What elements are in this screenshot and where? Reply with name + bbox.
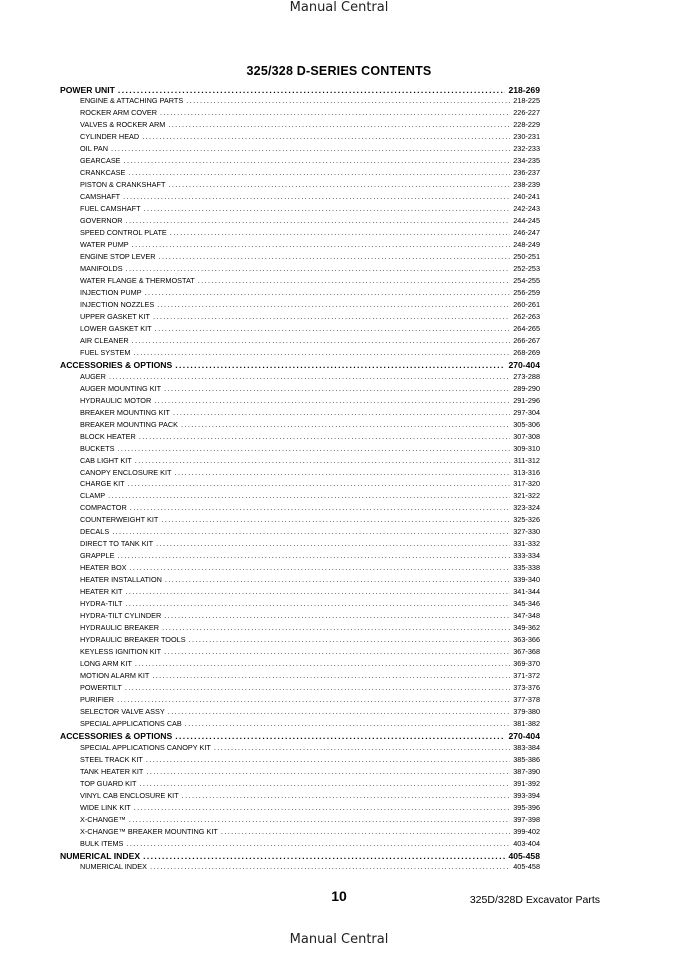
toc-entry-row: [60, 515, 540, 527]
toc-entry-row: [60, 635, 540, 647]
dot-leader: [168, 707, 510, 716]
toc-entry-row: [60, 456, 540, 468]
toc-entry-pages: 321-322: [513, 491, 540, 501]
toc-entry-pages: 333-334: [513, 551, 540, 561]
toc-entry-row: [60, 563, 540, 575]
toc-entry-row: [60, 743, 540, 755]
dot-leader: [173, 408, 510, 417]
toc-entry-label: ENGINE STOP LEVER: [80, 252, 156, 262]
toc-entry-label: CHARGE KIT: [80, 479, 125, 489]
dot-leader: [164, 647, 510, 656]
toc-entry-row: [60, 168, 540, 180]
toc-section-pages: 270-404: [508, 730, 540, 741]
toc-entry-pages: 256-259: [513, 287, 540, 297]
toc-section-row: [60, 85, 540, 97]
dot-leader: [124, 156, 511, 165]
toc-entry-row: [60, 683, 540, 695]
toc-entry-row: [60, 228, 540, 240]
dot-leader: [145, 288, 511, 297]
toc-section-row: [60, 731, 540, 743]
toc-section-label: POWER UNIT: [60, 84, 115, 95]
toc-entry-label: MANIFOLDS: [80, 264, 123, 274]
toc-entry-label: AUGER: [80, 371, 106, 381]
dot-leader: [154, 396, 510, 405]
toc-entry-row: [60, 444, 540, 456]
toc-entry-row: [60, 156, 540, 168]
dot-leader: [125, 683, 510, 692]
toc-entry-pages: 345-346: [513, 599, 540, 609]
toc-entry-pages: 393-394: [513, 790, 540, 800]
toc-entry-label: BREAKER MOUNTING PACK: [80, 419, 178, 429]
dot-leader: [181, 420, 510, 429]
toc-entry-row: [60, 300, 540, 312]
dot-leader: [135, 659, 510, 668]
dot-leader: [112, 527, 510, 536]
dot-leader: [146, 755, 510, 764]
dot-leader: [111, 144, 510, 153]
dot-leader: [182, 791, 511, 800]
dot-leader: [175, 468, 511, 477]
toc-entry-label: TOP GUARD KIT: [80, 778, 137, 788]
toc-entry-pages: 273-288: [513, 371, 540, 381]
toc-entry-pages: 228-229: [513, 120, 540, 130]
toc-entry-label: DECALS: [80, 527, 110, 537]
toc-entry-pages: 238-239: [513, 180, 540, 190]
dot-leader: [144, 204, 511, 213]
toc-entry-row: [60, 420, 540, 432]
toc-entry-row: [60, 527, 540, 539]
toc-entry-pages: 236-237: [513, 168, 540, 178]
toc-entry-row: [60, 276, 540, 288]
toc-entry-pages: 252-253: [513, 264, 540, 274]
toc-entry-pages: 331-332: [513, 539, 540, 549]
dot-leader: [126, 216, 511, 225]
toc-entry-label: CAMSHAFT: [80, 192, 121, 202]
dot-leader: [117, 551, 510, 560]
toc-entry-pages: 383-384: [513, 742, 540, 752]
toc-entry-pages: 363-366: [513, 635, 540, 645]
dot-leader: [153, 312, 510, 321]
toc-section-row: [60, 360, 540, 372]
toc-entry-label: HYDRAULIC BREAKER: [80, 623, 160, 633]
toc-entry-label: SELECTOR VALVE ASSY: [80, 706, 165, 716]
toc-entry-pages: 240-241: [513, 192, 540, 202]
toc-entry-row: [60, 479, 540, 491]
toc-entry-label: LONG ARM KIT: [80, 659, 132, 668]
toc-section-pages: 218-269: [508, 84, 540, 95]
toc-entry-pages: 266-267: [513, 335, 540, 345]
toc-entry-label: HEATER KIT: [80, 587, 123, 597]
toc-entry-label: TANK HEATER KIT: [80, 766, 144, 776]
toc-section-row: [60, 851, 540, 863]
toc-entry-row: [60, 120, 540, 132]
dot-leader: [155, 324, 511, 333]
dot-leader: [150, 862, 510, 871]
toc-entry-label: UPPER GASKET KIT: [80, 311, 151, 321]
toc-entry-pages: 367-368: [513, 647, 540, 657]
table-of-contents: [60, 85, 540, 875]
dot-leader: [162, 623, 510, 632]
toc-section-pages: 405-458: [508, 850, 540, 861]
dot-leader: [189, 635, 511, 644]
dot-leader: [139, 432, 510, 441]
toc-entry-row: [60, 348, 540, 360]
toc-entry-pages: 317-320: [513, 479, 540, 489]
toc-entry-pages: 248-249: [513, 240, 540, 250]
page-number: 10: [331, 888, 347, 904]
toc-entry-label: LOWER GASKET KIT: [80, 323, 152, 333]
dot-leader: [117, 444, 510, 453]
toc-entry-row: [60, 827, 540, 839]
toc-entry-row: [60, 587, 540, 599]
toc-entry-row: [60, 324, 540, 336]
toc-entry-label: PISTON & CRANKSHAFT: [80, 180, 166, 190]
toc-entry-pages: 399-402: [513, 826, 540, 836]
dot-leader: [123, 192, 510, 201]
dot-leader: [130, 563, 511, 572]
toc-entry-label: X-CHANGE™ BREAKER MOUNTING KIT: [80, 826, 218, 836]
dot-leader: [221, 827, 510, 836]
toc-entry-row: [60, 264, 540, 276]
toc-section-label: ACCESSORIES & OPTIONS: [60, 730, 173, 741]
toc-entry-row: [60, 551, 540, 563]
dot-leader: [109, 372, 510, 381]
dot-leader: [198, 276, 510, 285]
toc-entry-pages: 230-231: [513, 132, 540, 142]
toc-entry-label: BUCKETS: [80, 443, 115, 453]
toc-entry-pages: 246-247: [513, 228, 540, 238]
dot-leader: [168, 120, 510, 129]
toc-entry-label: AIR CLEANER: [80, 335, 129, 345]
toc-entry-label: VINYL CAB ENCLOSURE KIT: [80, 790, 179, 800]
toc-entry-row: [60, 755, 540, 767]
toc-entry-row: [60, 180, 540, 192]
toc-entry-pages: 250-251: [513, 252, 540, 262]
toc-entry-pages: 341-344: [513, 587, 540, 597]
dot-leader: [168, 180, 510, 189]
dot-leader: [164, 611, 510, 620]
toc-entry-row: [60, 192, 540, 204]
toc-entry-row: [60, 491, 540, 503]
dot-leader: [159, 252, 511, 261]
toc-entry-label: ROCKER ARM COVER: [80, 108, 158, 118]
toc-entry-row: [60, 599, 540, 611]
toc-entry-row: [60, 611, 540, 623]
toc-entry-row: [60, 252, 540, 264]
toc-entry-pages: 379-380: [513, 706, 540, 716]
toc-entry-pages: 232-233: [513, 144, 540, 154]
toc-entry-label: COUNTERWEIGHT KIT: [80, 515, 159, 525]
dot-leader: [128, 168, 510, 177]
toc-entry-pages: 254-255: [513, 276, 540, 285]
toc-entry-pages: 405-458: [513, 862, 540, 872]
toc-entry-pages: 297-304: [513, 407, 540, 417]
toc-entry-label: WATER FLANGE & THERMOSTAT: [80, 276, 195, 285]
dot-leader: [175, 360, 505, 370]
toc-entry-row: [60, 132, 540, 144]
toc-entry-row: [60, 384, 540, 396]
toc-entry-row: [60, 671, 540, 683]
toc-entry-label: NUMERICAL INDEX: [80, 862, 148, 872]
toc-section-label: NUMERICAL INDEX: [60, 850, 141, 861]
toc-entry-pages: 377-378: [513, 694, 540, 704]
toc-entry-label: CLAMP: [80, 491, 106, 501]
dot-leader: [175, 731, 505, 741]
toc-entry-row: [60, 767, 540, 779]
toc-entry-label: PURIFIER: [80, 694, 115, 704]
dot-leader: [170, 228, 510, 237]
toc-entry-label: GOVERNOR: [80, 216, 123, 226]
toc-entry-label: HYDRAULIC BREAKER TOOLS: [80, 635, 186, 645]
toc-entry-row: [60, 575, 540, 587]
toc-entry-row: [60, 839, 540, 851]
toc-entry-pages: 309-310: [513, 443, 540, 453]
toc-entry-row: [60, 803, 540, 815]
toc-entry-row: [60, 503, 540, 515]
toc-entry-pages: 268-269: [513, 347, 540, 357]
dot-leader: [125, 599, 510, 608]
dot-leader: [108, 491, 510, 500]
toc-entry-label: INJECTION NOZZLES: [80, 299, 155, 309]
toc-entry-row: [60, 779, 540, 791]
toc-entry-label: DIRECT TO TANK KIT: [80, 539, 154, 549]
toc-entry-label: HEATER BOX: [80, 563, 127, 573]
toc-entry-pages: 381-382: [513, 718, 540, 728]
toc-entry-label: AUGER MOUNTING KIT: [80, 383, 162, 393]
dot-leader: [165, 575, 510, 584]
toc-entry-row: [60, 144, 540, 156]
toc-entry-row: [60, 408, 540, 420]
toc-entry-label: KEYLESS IGNITION KIT: [80, 647, 162, 657]
toc-entry-label: CYLINDER HEAD: [80, 132, 140, 142]
toc-entry-label: GEARCASE: [80, 156, 121, 166]
toc-entry-pages: 387-390: [513, 766, 540, 776]
toc-entry-label: HYDRA-TILT CYLINDER: [80, 611, 162, 621]
toc-entry-label: WATER PUMP: [80, 240, 129, 250]
toc-entry-pages: 403-404: [513, 838, 540, 848]
toc-entry-label: VALVES & ROCKER ARM: [80, 120, 166, 130]
toc-entry-row: [60, 96, 540, 108]
page-title: 325/328 D-SERIES CONTENTS: [246, 64, 432, 78]
toc-entry-label: BULK ITEMS: [80, 838, 124, 848]
toc-entry-label: CAB LIGHT KIT: [80, 455, 132, 465]
dot-leader: [214, 743, 510, 752]
toc-entry-pages: 369-370: [513, 659, 540, 668]
toc-entry-row: [60, 240, 540, 252]
toc-entry-row: [60, 108, 540, 120]
toc-entry-pages: 242-243: [513, 204, 540, 214]
dot-leader: [140, 779, 511, 788]
watermark-bottom: Manual Central: [289, 932, 389, 947]
toc-entry-label: X-CHANGE™: [80, 814, 126, 824]
dot-leader: [126, 264, 511, 273]
toc-entry-pages: 349-362: [513, 623, 540, 633]
dot-leader: [152, 671, 510, 680]
toc-entry-label: HYDRAULIC MOTOR: [80, 395, 152, 405]
toc-entry-row: [60, 432, 540, 444]
toc-entry-label: BLOCK HEATER: [80, 431, 136, 441]
toc-entry-pages: 244-245: [513, 216, 540, 226]
toc-entry-label: WIDE LINK KIT: [80, 802, 131, 812]
toc-entry-label: SPECIAL APPLICATIONS CAB: [80, 718, 182, 728]
dot-leader: [126, 839, 510, 848]
toc-entry-pages: 264-265: [513, 323, 540, 333]
dot-leader: [185, 719, 510, 728]
toc-entry-pages: 291-296: [513, 395, 540, 405]
toc-entry-row: [60, 288, 540, 300]
toc-entry-pages: 289-290: [513, 383, 540, 393]
dot-leader: [130, 503, 510, 512]
dot-leader: [117, 695, 510, 704]
dot-leader: [186, 96, 510, 105]
toc-entry-row: [60, 539, 540, 551]
toc-entry-label: COMPACTOR: [80, 503, 127, 513]
toc-entry-pages: 323-324: [513, 503, 540, 513]
dot-leader: [132, 336, 511, 345]
toc-entry-row: [60, 204, 540, 216]
toc-section-pages: 270-404: [508, 359, 540, 370]
toc-entry-pages: 395-396: [513, 802, 540, 812]
toc-entry-label: HEATER INSTALLATION: [80, 575, 162, 585]
toc-entry-row: [60, 372, 540, 384]
toc-entry-pages: 335-338: [513, 563, 540, 573]
toc-entry-row: [60, 312, 540, 324]
toc-entry-label: OIL PAN: [80, 144, 108, 154]
toc-entry-row: [60, 791, 540, 803]
toc-entry-label: CRANKCASE: [80, 168, 126, 178]
toc-entry-row: [60, 862, 540, 874]
toc-entry-pages: 373-376: [513, 682, 540, 692]
toc-entry-pages: 339-340: [513, 575, 540, 585]
toc-entry-pages: 260-261: [513, 299, 540, 309]
toc-entry-row: [60, 396, 540, 408]
toc-entry-label: SPEED CONTROL PLATE: [80, 228, 167, 238]
toc-entry-label: HYDRA-TILT: [80, 599, 123, 609]
dot-leader: [125, 587, 510, 596]
toc-entry-row: [60, 659, 540, 671]
watermark-top: Manual Central: [289, 0, 389, 15]
dot-leader: [164, 384, 510, 393]
dot-leader: [133, 348, 510, 357]
toc-entry-label: MOTION ALARM KIT: [80, 670, 150, 680]
toc-entry-label: INJECTION PUMP: [80, 287, 142, 297]
toc-entry-row: [60, 815, 540, 827]
dot-leader: [156, 539, 510, 548]
toc-entry-label: GRAPPLE: [80, 551, 115, 561]
toc-entry-row: [60, 468, 540, 480]
footer-title: 325D/328D Excavator Parts: [469, 894, 600, 906]
toc-entry-row: [60, 623, 540, 635]
toc-entry-label: BREAKER MOUNTING KIT: [80, 407, 171, 417]
toc-entry-pages: 347-348: [513, 611, 540, 621]
dot-leader: [157, 300, 510, 309]
toc-entry-label: POWERTILT: [80, 682, 122, 692]
toc-entry-label: STEEL TRACK KIT: [80, 754, 143, 764]
toc-entry-pages: 305-306: [513, 419, 540, 429]
toc-entry-pages: 397-398: [513, 814, 540, 824]
dot-leader: [161, 515, 510, 524]
toc-entry-label: SPECIAL APPLICATIONS CANOPY KIT: [80, 742, 211, 752]
dot-leader: [160, 108, 510, 117]
toc-entry-pages: 327-330: [513, 527, 540, 537]
toc-entry-pages: 311-312: [513, 455, 540, 465]
toc-entry-pages: 262-263: [513, 311, 540, 321]
toc-entry-pages: 325-326: [513, 515, 540, 525]
toc-section-label: ACCESSORIES & OPTIONS: [60, 359, 173, 370]
dot-leader: [134, 803, 511, 812]
toc-entry-row: [60, 216, 540, 228]
toc-entry-label: CANOPY ENCLOSURE KIT: [80, 467, 172, 477]
toc-entry-row: [60, 707, 540, 719]
dot-leader: [146, 767, 510, 776]
toc-entry-pages: 391-392: [513, 778, 540, 788]
toc-entry-pages: 234-235: [513, 156, 540, 166]
toc-entry-pages: 226-227: [513, 108, 540, 118]
toc-entry-label: FUEL CAMSHAFT: [80, 204, 141, 214]
dot-leader: [135, 456, 511, 465]
dot-leader: [118, 85, 506, 95]
toc-entry-pages: 385-386: [513, 754, 540, 764]
toc-entry-label: ENGINE & ATTACHING PARTS: [80, 96, 184, 106]
toc-entry-pages: 313-316: [513, 467, 540, 477]
toc-entry-row: [60, 336, 540, 348]
dot-leader: [132, 240, 511, 249]
toc-entry-label: FUEL SYSTEM: [80, 347, 131, 357]
dot-leader: [143, 851, 505, 861]
dot-leader: [129, 815, 510, 824]
toc-entry-row: [60, 647, 540, 659]
toc-entry-row: [60, 695, 540, 707]
toc-entry-pages: 307-308: [513, 431, 540, 441]
toc-entry-row: [60, 719, 540, 731]
toc-entry-pages: 371-372: [513, 670, 540, 680]
dot-leader: [142, 132, 510, 141]
toc-entry-pages: 218-225: [513, 96, 540, 106]
dot-leader: [128, 479, 511, 488]
